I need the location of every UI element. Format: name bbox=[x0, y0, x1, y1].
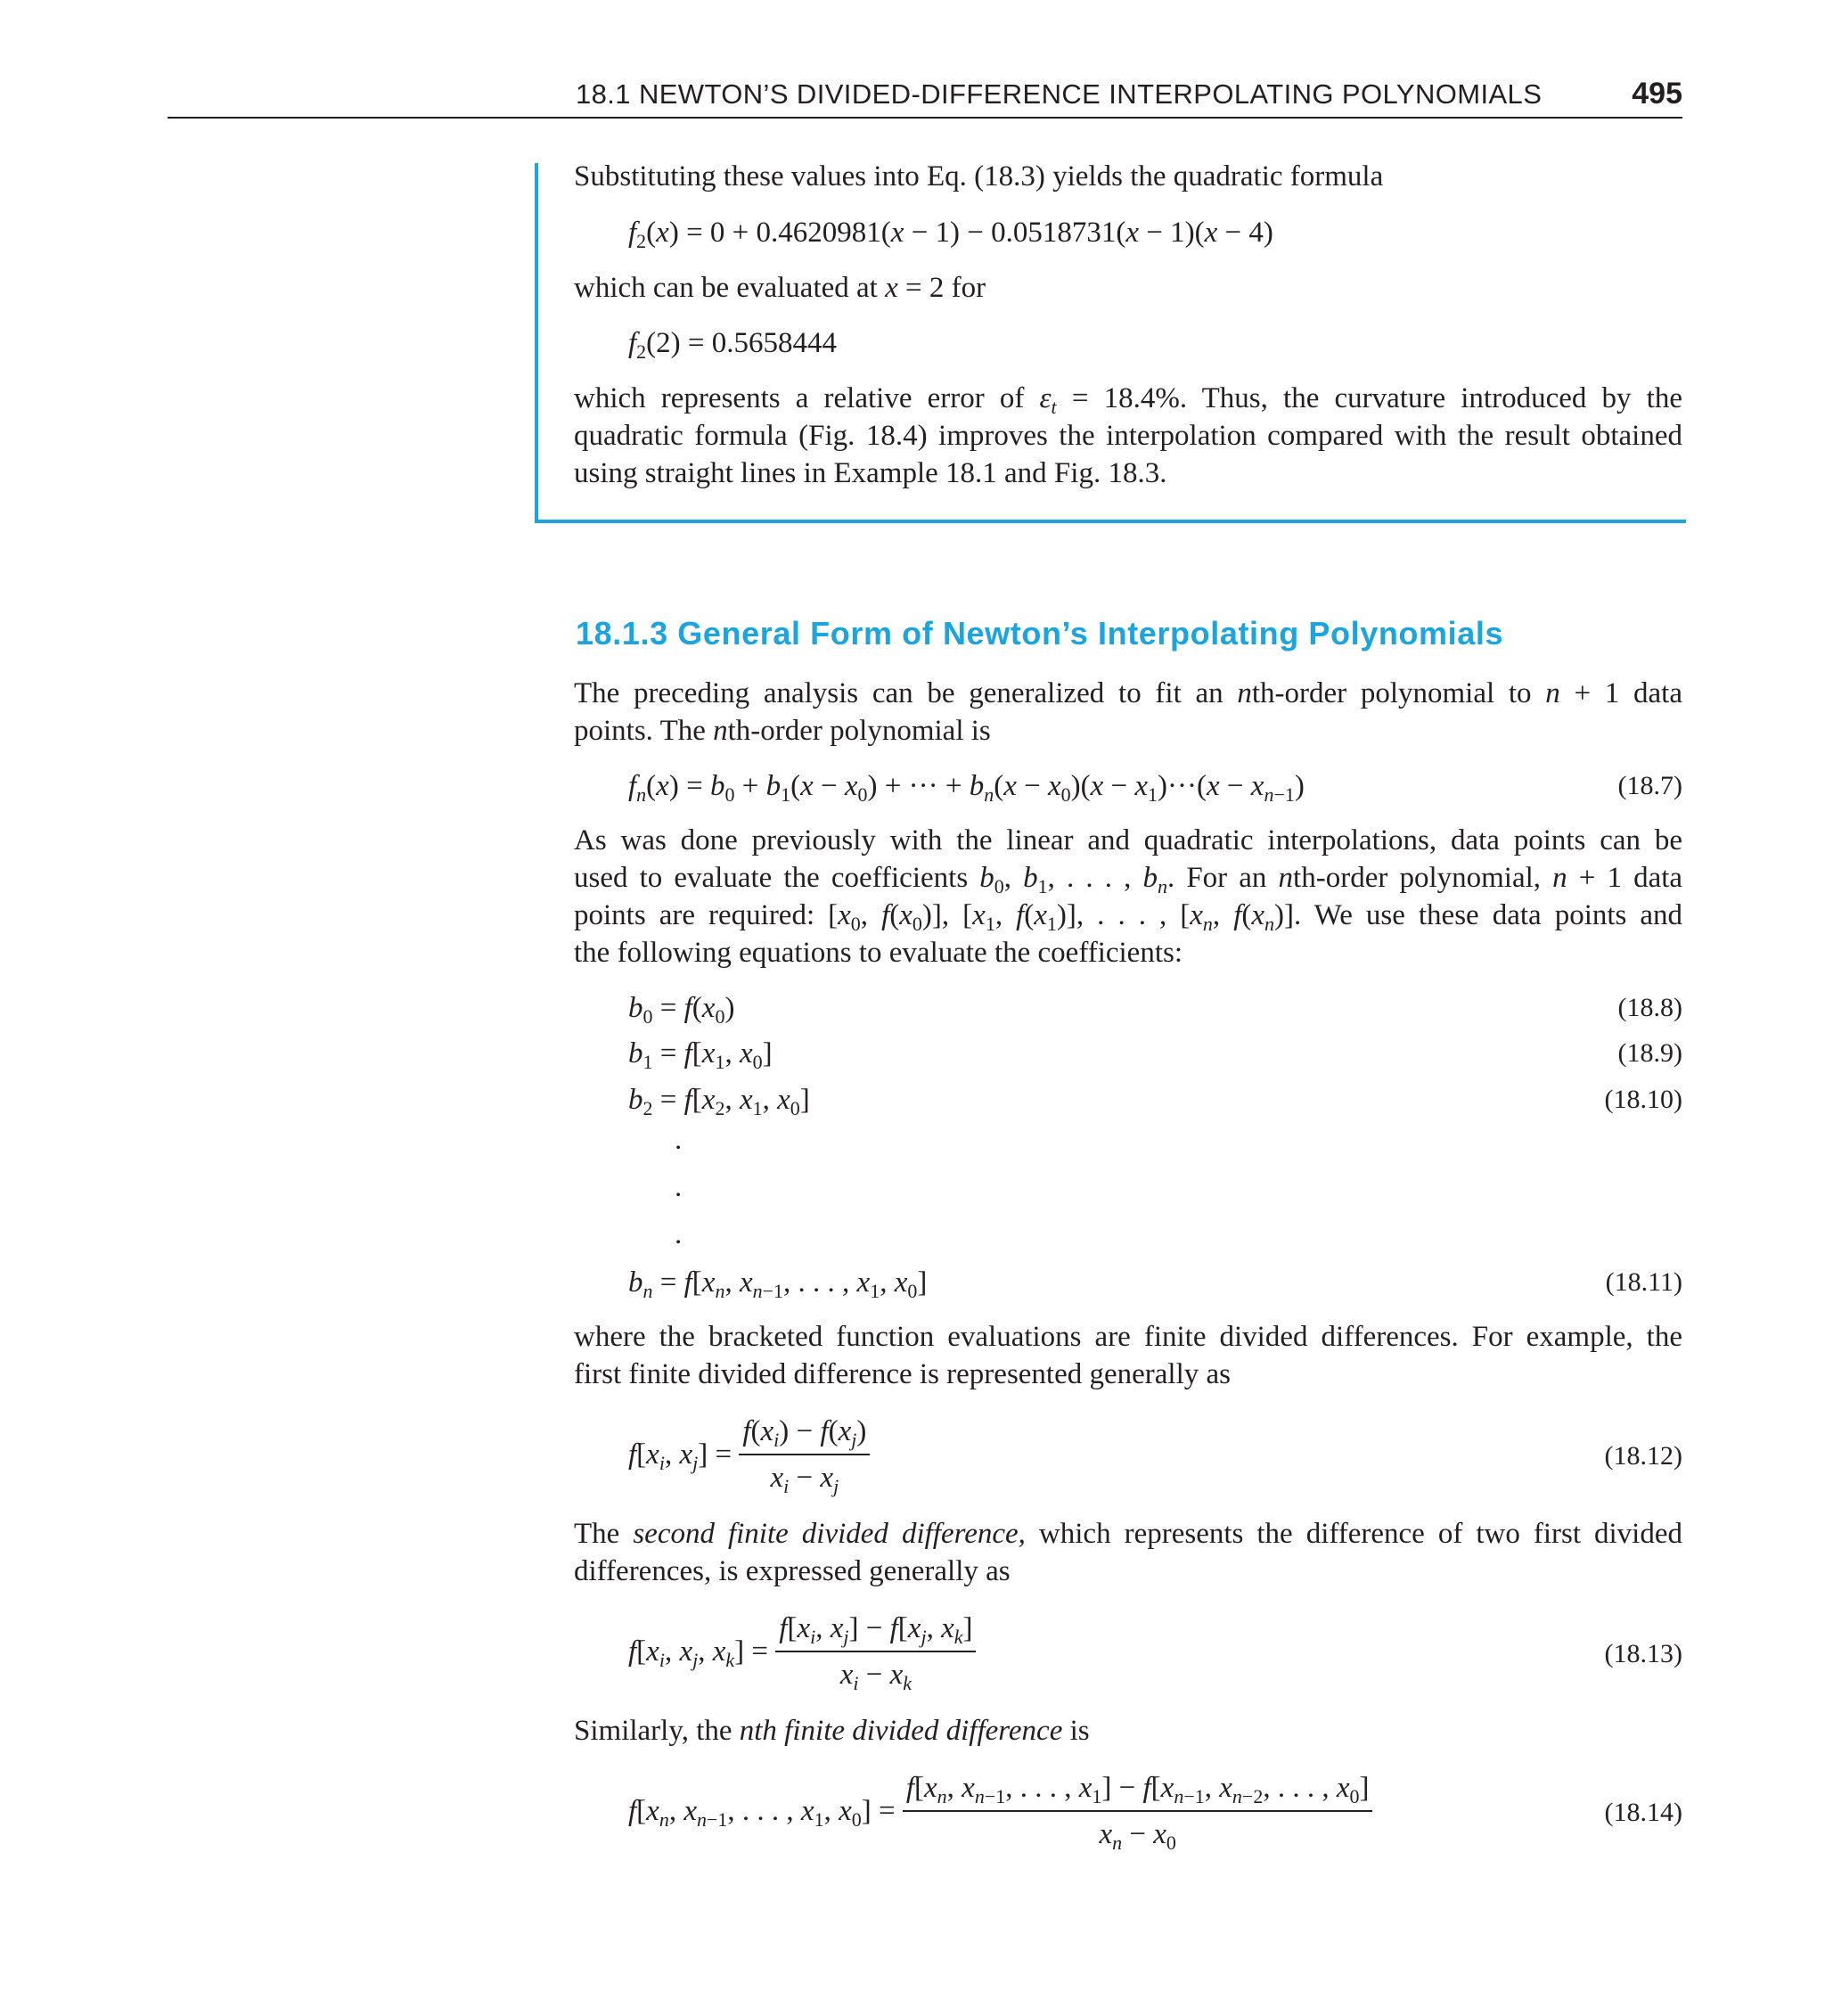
equation-18-10: $b_2 = f[x_2$, $x_1$, $x_0$] bbox=[628, 1084, 810, 1119]
equation-evaluation: $f_2(2) = 0.5658444$ bbox=[628, 327, 838, 363]
paragraph-line: The preceding analysis can be generalized to fit an nth-order polynomial to n + 1 data bbox=[574, 677, 1682, 709]
paragraph-line: differences, is expressed generally as bbox=[574, 1555, 1011, 1587]
equation-18-13: $f[x_i$, $x_j$, $x_k$] = $\frac{f[x_i, x_j] - f[x_j, x_k]}{x_i - x_k}$ bbox=[628, 1610, 976, 1693]
example-intro: Substituting these values into Eq. (18.3) yields the quadratic formula bbox=[574, 160, 1384, 193]
paragraph-line: points are required: [$x_0$, $f(x_0)$], [$x_1$, $f(x_1)$], . . . , [$x_n$, $f(x_n)$]. We use these data points and bbox=[574, 899, 1683, 935]
example-conclusion-line: quadratic formula (Fig. 18.4) improves the interpolation compared with the result obtained bbox=[574, 420, 1682, 452]
paragraph-line: first finite divided difference is represented generally as bbox=[574, 1358, 1232, 1390]
paragraph-line: the following equations to evaluate the coefficients: bbox=[574, 937, 1183, 969]
paragraph-intro bbox=[574, 675, 1682, 750]
section-heading: 18.1.3 General Form of Newton’s Interpolating Polynomials bbox=[576, 615, 1504, 652]
equation-18-14: $f[x_n$, $x_{n-1}$, . . . , $x_1$, $x_0$] = $\frac{f[x_n, x_{n-1}, . . . , x_1] - f[x_{n-1}, x_{n-2}, . . . , x_0]}{x_n - x_0}$ bbox=[628, 1769, 1372, 1853]
example-conclusion-line: using straight lines in Example 18.1 and Fig. 18.3. bbox=[574, 457, 1167, 489]
paragraph-line: points. The nth-order polynomial is bbox=[574, 715, 991, 747]
equation-number: (18.13) bbox=[1604, 1639, 1682, 1668]
equation-number: (18.7) bbox=[1617, 771, 1682, 800]
example-eval-intro: which can be evaluated at x = 2 for bbox=[574, 272, 986, 304]
ellipsis-dot: . bbox=[675, 1124, 683, 1156]
page-number: 495 bbox=[1632, 77, 1682, 111]
example-conclusion-line: which represents a relative error of $\varepsilon_t = 18.4\%$. Thus, the curvature introduced by the bbox=[574, 382, 1682, 418]
paragraph-line: As was done previously with the linear and quadratic interpolations, data points can be bbox=[574, 824, 1682, 856]
equation-quadratic-formula: $f_2(x) = 0 + 0.4620981(x - 1) - 0.0518731(x - 1)(x - 4)$ bbox=[628, 217, 1273, 252]
equation-18-11: $b_n = f[x_n$, $x_{n-1}$, . . . , $x_1$, $x_0$] bbox=[628, 1266, 928, 1302]
equation-18-8: $b_0 = f(x_0)$ bbox=[628, 992, 735, 1028]
fraction: $\frac{f[x_n, x_{n-1}, . . . , x_1] - f[x_{n-1}, x_{n-2}, . . . , x_0]}{x_n - x_0}$ bbox=[903, 1769, 1373, 1853]
ellipsis-dot: . bbox=[675, 1171, 683, 1203]
running-header-title: 18.1 NEWTON’S DIVIDED-DIFFERENCE INTERPOLATING POLYNOMIALS bbox=[576, 78, 1543, 110]
paragraph-coefficients bbox=[574, 822, 1682, 971]
paragraph-line: The second finite divided difference, which represents the difference of two first divided bbox=[574, 1518, 1682, 1550]
paragraph-nth-difference: Similarly, the nth finite divided difference is bbox=[574, 1715, 1090, 1747]
equation-number: (18.14) bbox=[1604, 1798, 1682, 1827]
ellipsis-dot: . bbox=[675, 1218, 683, 1250]
paragraph-line: used to evaluate the coefficients $b_0$, $b_1$, . . . , $b_n$. For an nth-order polynomial, n + 1 data bbox=[574, 862, 1683, 897]
equation-number: (18.9) bbox=[1617, 1038, 1682, 1068]
example-conclusion bbox=[574, 380, 1682, 492]
header-rule bbox=[168, 117, 1682, 119]
equation-18-7: $f_n(x) = b_0 + b_1(x - x_0)$ + ··· + $b_n(x - x_0)(x - x_1)\cdot\cdot\cdot(x - x_{n-1})$ bbox=[628, 770, 1305, 806]
running-header bbox=[0, 78, 1682, 119]
paragraph-divided-differences bbox=[574, 1318, 1682, 1393]
equation-number: (18.11) bbox=[1605, 1267, 1682, 1297]
fraction: $\frac{f[x_i, x_j] - f[x_j, x_k]}{x_i - x_k}$ bbox=[775, 1610, 976, 1693]
fraction: $\frac{f(x_i) - f(x_j)}{x_i - x_j}$ bbox=[739, 1413, 870, 1496]
equation-18-12: $f[x_i$, $x_j$] = $\frac{f(x_i) - f(x_j)}{x_i - x_j}$ bbox=[628, 1413, 870, 1496]
equation-number: (18.10) bbox=[1604, 1085, 1682, 1114]
paragraph-second-difference bbox=[574, 1515, 1682, 1590]
equation-number: (18.8) bbox=[1617, 993, 1682, 1022]
paragraph-line: where the bracketed function evaluations are finite divided differences. For example, the bbox=[574, 1321, 1682, 1353]
equation-18-9: $b_1 = f[x_1$, $x_0$] bbox=[628, 1037, 773, 1073]
equation-number: (18.12) bbox=[1604, 1441, 1682, 1471]
